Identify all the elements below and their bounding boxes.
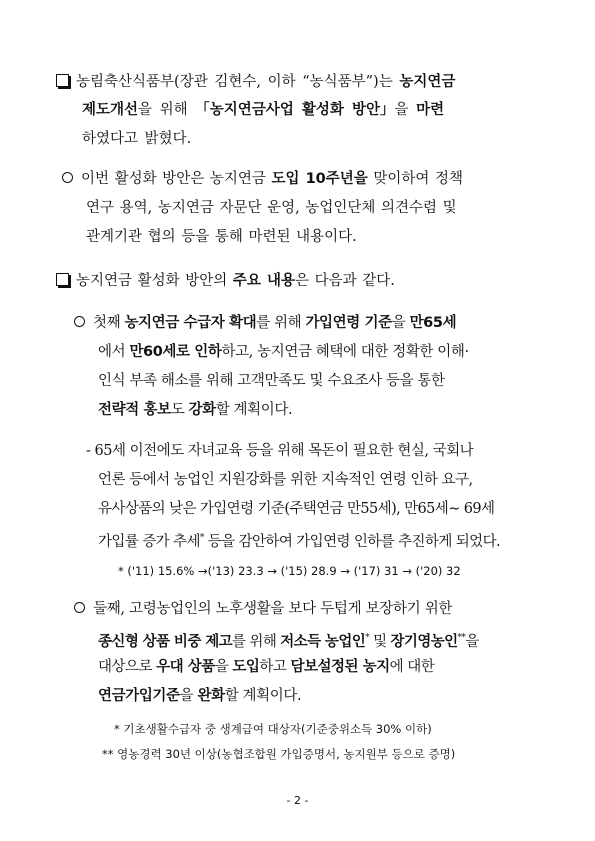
second-line1: 둘째, 고령농업인의 노후생활을 보다 두텁게 보장하기 위한 bbox=[74, 600, 452, 618]
dash-line4: 가입률 증가 추세* 등을 감안하여 가입연령 인하를 추진하게 되었다. bbox=[98, 533, 500, 550]
second-footnote-2: ** 영농경력 30년 이상(농협조합원 가입증명서, 농지원부 등으로 증명) bbox=[102, 747, 456, 761]
second-footnote-1: * 기초생활수급자 중 생계급여 대상자(기준중위소득 30% 이하) bbox=[114, 722, 432, 736]
dash-line2: 언론 등에서 농업인 지원강화를 위한 지속적인 연령 인하 요구, bbox=[98, 472, 473, 488]
section1-line1: 농림축산식품부(장관 김현수, 이하 “농식품부”)는 농지연금 bbox=[56, 73, 455, 91]
second-line2: 종신형 상품 비중 제고를 위해 저소득 농업인* 및 장기영농인**을 bbox=[98, 633, 479, 650]
second-line3: 대상으로 우대 상품을 도입하고 담보설정된 농지에 대한 bbox=[98, 659, 435, 675]
dash-footnote: * ('11) 15.6% →('13) 23.3 → ('15) 28.9 → ('17) 31 → ('20) 32 bbox=[118, 564, 461, 578]
section2-line1: 농지연금 활성화 방안의 주요 내용은 다음과 같다. bbox=[56, 272, 395, 290]
first-line3: 인식 부족 해소를 위해 고객만족도 및 수요조사 등을 통한 bbox=[98, 373, 445, 389]
first-line4: 전략적 홍보도 강화할 계획이다. bbox=[98, 402, 293, 418]
section1-sub-line3: 관계기관 협의 등을 통해 마련된 내용이다. bbox=[86, 229, 357, 245]
section1-sub-line1: 이번 활성화 방안은 농지연금 도입 10주년을 맞이하여 정책 bbox=[62, 170, 463, 188]
first-line1: 첫째 농지연금 수급자 확대를 위해 가입연령 기준을 만65세 bbox=[74, 314, 456, 332]
section1-line3: 하였다고 밝혔다. bbox=[82, 131, 192, 147]
second-line4: 연금가입기준을 완화할 계획이다. bbox=[98, 688, 302, 704]
dash-line1: - 65세 이전에도 자녀교육 등을 위해 목돈이 필요한 현실, 국회나 bbox=[86, 443, 474, 459]
circle-bullet-icon bbox=[74, 602, 85, 613]
page-number: - 2 - bbox=[286, 794, 309, 807]
dash-line3: 유사상품의 낮은 가입연령 기준(주택연금 만55세), 만65세∼ 69세 bbox=[98, 501, 495, 517]
first-line2: 에서 만60세로 인하하고, 농지연금 혜택에 대한 정확한 이해· bbox=[98, 344, 469, 360]
square-bullet-icon bbox=[56, 74, 69, 87]
section1-line2: 제도개선을 위해 「농지연금사업 활성화 방안」을 마련 bbox=[82, 102, 445, 118]
section1-sub-line2: 연구 용역, 농지연금 자문단 운영, 농업인단체 의견수렴 및 bbox=[86, 200, 457, 216]
circle-bullet-icon bbox=[62, 172, 73, 183]
circle-bullet-icon bbox=[74, 316, 85, 327]
square-bullet-icon bbox=[56, 273, 69, 286]
